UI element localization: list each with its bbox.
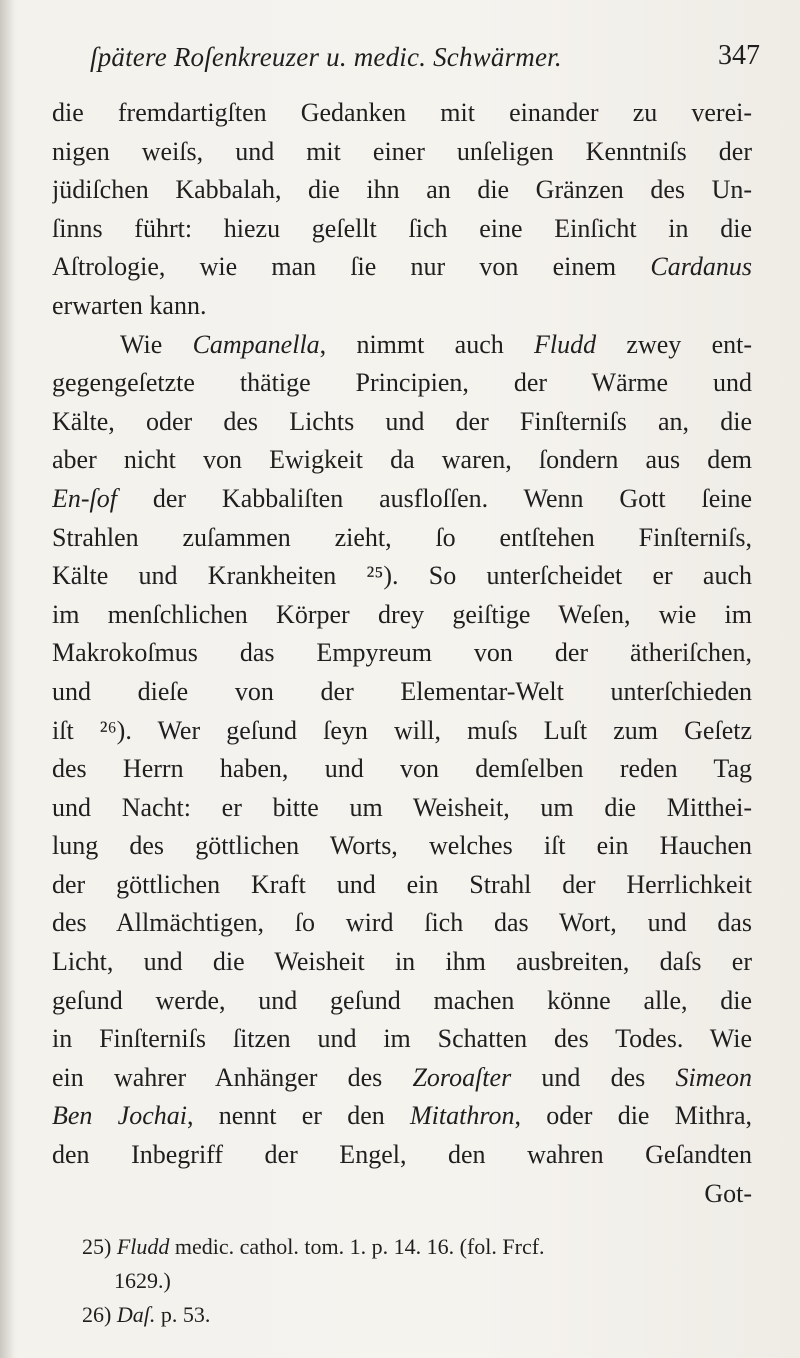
text-line: Kälte, oder des Lichts und der Finſterniſs an, die: [52, 406, 752, 436]
page-header: [90, 38, 760, 82]
catchword: Got-: [704, 1178, 752, 1208]
text-line: des Allmächtigen, ſo wird ſich das Wort, und das: [52, 908, 752, 938]
footnote-text: p. 53.: [160, 1302, 211, 1327]
text-line: En-ſof der Kabbaliſten ausfloſſen. Wenn Gott ſeine: [52, 483, 752, 513]
text-line: jüdiſchen Kabbalah, die ihn an die Gränzen des Un-: [52, 175, 752, 205]
text-line: erwarten kann.: [52, 290, 207, 320]
body-text: [52, 94, 752, 1213]
text-line: ein wahrer Anhänger des Zoroaſter und des Simeon: [52, 1062, 752, 1092]
text-line: Makrokoſmus das Empyreum von der ätheriſchen,: [52, 638, 752, 668]
text-line: in Finſterniſs ſitzen und im Schatten des Todes. Wie: [52, 1024, 752, 1054]
text-line: Licht, und die Weisheit in ihm ausbreiten, daſs er: [52, 947, 752, 977]
text-line: den Inbegriff der Engel, den wahren Geſandten: [52, 1140, 752, 1170]
text-line: Ben Jochai, nennt er den Mitathron, oder die Mithra,: [52, 1101, 752, 1131]
text-line: der göttlichen Kraft und ein Strahl der Herrlichkeit: [52, 869, 752, 899]
text-line: aber nicht von Ewigkeit da waren, ſondern aus dem: [52, 445, 752, 475]
footnote-25: [82, 1230, 782, 1264]
text-line: iſt ²⁶). Wer geſund ſeyn will, muſs Luſt zum Geſetz: [52, 715, 752, 745]
text-line: und dieſe von der Elementar-Welt unterſchieden: [52, 676, 752, 706]
text-line: im menſchlichen Körper drey geiſtige Weſen, wie im: [52, 599, 752, 629]
running-title: ſpätere Roſenkreuzer u. medic. Schwärmer.: [90, 42, 562, 72]
footnote-author: Fludd: [116, 1234, 170, 1259]
text-line: Kälte und Krankheiten ²⁵). So unterſcheidet er auch: [52, 561, 752, 591]
text-line: geſund werde, und geſund machen könne alle, die: [52, 985, 752, 1015]
text-line: lung des göttlichen Worts, welches iſt ein Hauchen: [52, 831, 752, 861]
text-line: und Nacht: er bitte um Weisheit, um die Mitthei-: [52, 792, 752, 822]
footnote-25-continuation: 1629.): [114, 1268, 171, 1293]
text-line: Aſtrologie, wie man ſie nur von einem Cardanus: [52, 252, 752, 282]
footnote-26: [82, 1298, 782, 1332]
footnotes: [82, 1230, 782, 1332]
text-line: die fremdartigſten Gedanken mit einander zu verei-: [52, 98, 752, 127]
footnote-marker: 25): [82, 1234, 112, 1259]
text-line: Wie Campanella, nimmt auch Fludd zwey ent-: [120, 329, 752, 359]
footnote-marker: 26): [82, 1302, 112, 1327]
text-line: des Herrn haben, und von demſelben reden Tag: [52, 754, 752, 784]
footnote-text: medic. cathol. tom. 1. p. 14. 16. (fol. Frcf.: [174, 1234, 545, 1259]
footnote-author: Daſ.: [116, 1302, 156, 1327]
text-line: nigen weiſs, und mit einer unſeligen Kenntniſs der: [52, 136, 752, 166]
page-number: 347: [718, 40, 760, 71]
text-line: gegengeſetzte thätige Principien, der Wärme und: [52, 368, 752, 398]
text-line: Strahlen zuſammen zieht, ſo entſtehen Finſterniſs,: [52, 522, 752, 552]
page-gutter-shadow: [0, 0, 14, 1358]
text-line: ſinns führt: hiezu geſellt ſich eine Einſicht in die: [52, 213, 752, 243]
